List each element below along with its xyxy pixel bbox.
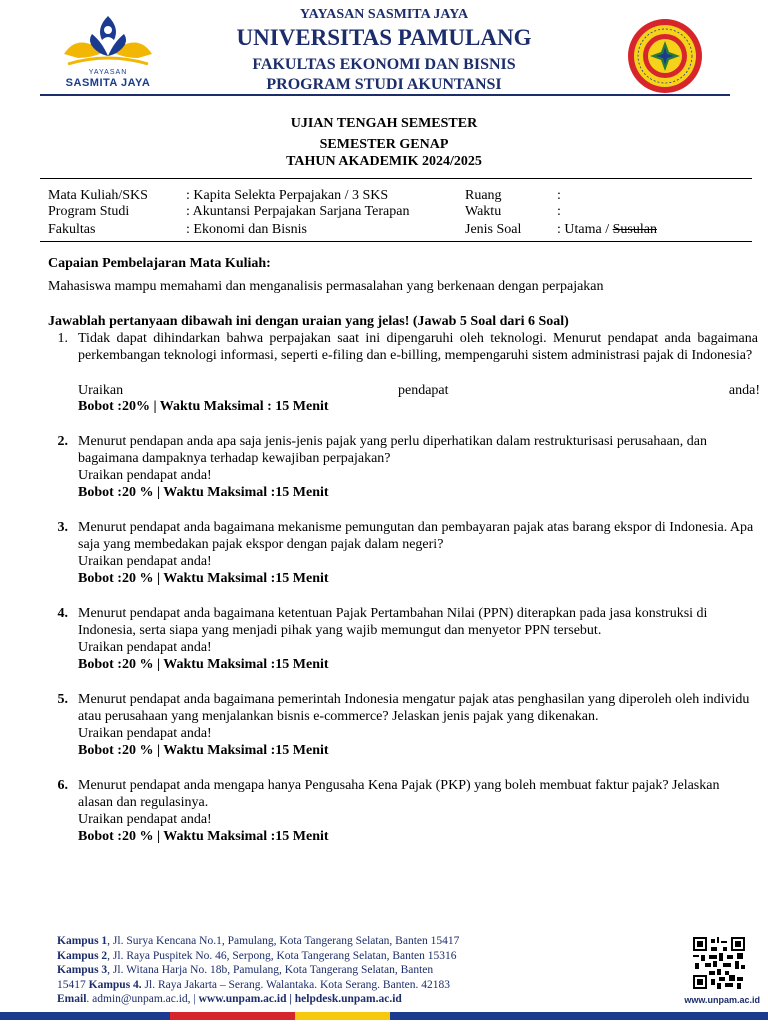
question-3-weight: Bobot :20 % | Waktu Maksimal :15 Menit — [78, 571, 329, 586]
sasmita-jaya-logo — [58, 12, 158, 94]
footer-bar-red — [170, 1012, 295, 1020]
logo-name: SASMITA JAYA — [65, 77, 151, 89]
prompt-word: pendapat — [398, 383, 449, 398]
info-value-course: : Kapita Selekta Perpajakan / 3 SKS — [186, 188, 389, 203]
prompt-word: Uraikan — [78, 383, 124, 398]
footer-address — [57, 934, 512, 1007]
faculty-name: FAKULTAS EKONOMI DAN BISNIS — [252, 56, 516, 73]
info-type-struck: Susulan — [612, 222, 657, 237]
info-label-faculty: Fakultas — [48, 222, 96, 237]
campus-label: Kampus 2 — [57, 949, 108, 962]
instruction: Jawablah pertanyaan dibawah ini dengan uraian yang jelas! (Jawab 5 Soal dari 6 Soal) — [48, 314, 569, 329]
footer-bar-yellow — [295, 1012, 390, 1020]
sasmita-jaya-logo-icon — [58, 12, 158, 70]
question-6-prompt: Uraikan pendapat anda! — [78, 812, 212, 827]
qr-code-icon — [693, 937, 745, 989]
cpmk-heading: Capaian Pembelajaran Mata Kuliah: — [48, 256, 271, 271]
foundation-name: YAYASAN SASMITA JAYA — [299, 7, 469, 22]
question-text: Menurut pendapat anda bagaimana ketentuan Pajak Pertambahan Nilai (PPN) diterapkan pada jasa konstruksi di Indonesia, serta siapa yang menjadi pihak yang wajib memungut dan menyetor PPN tersebut. — [78, 606, 708, 638]
campus-label: Kampus 1 — [57, 935, 108, 947]
footer-campus-3 — [57, 963, 512, 978]
program-name: PROGRAM STUDI AKUNTANSI — [266, 76, 502, 93]
footer-contacts — [57, 992, 512, 1007]
footer-bar-blue-left — [0, 1012, 170, 1020]
info-label-course: Mata Kuliah/SKS — [48, 188, 148, 203]
info-label-type: Jenis Soal — [465, 222, 522, 237]
campus-address: Jl. Raya Jakarta – Serang. Walantaka. Kota Serang. Banten. 42183 — [141, 978, 450, 991]
question-2-prompt: Uraikan pendapat anda! — [78, 468, 212, 483]
question-5-weight: Bobot :20 % | Waktu Maksimal :15 Menit — [78, 743, 329, 758]
info-label-room: Ruang — [465, 188, 502, 203]
campus-address: , Jl. Surya Kencana No.1, Pamulang, Kota Tangerang Selatan, Banten 15417 — [107, 935, 460, 947]
footer-campus-2 — [57, 949, 512, 964]
website-link[interactable]: www.unpam.ac.id — [198, 993, 287, 1005]
exam-year: TAHUN AKADEMIK 2024/2025 — [286, 154, 482, 169]
info-value-room: : — [557, 188, 561, 203]
info-value-faculty: : Ekonomi dan Bisnis — [186, 222, 307, 237]
info-type-main: : Utama / — [557, 222, 613, 237]
question-number: 1. — [57, 331, 68, 346]
info-label-program: Program Studi — [48, 204, 130, 219]
qr-code — [693, 937, 745, 989]
question-number: 4. — [57, 606, 68, 621]
cpmk-text: Mahasiswa mampu memahami dan menganalisis permasalahan yang berkenaan dengan perpajakan — [48, 279, 604, 294]
helpdesk-link[interactable]: helpdesk.unpam.ac.id — [294, 993, 402, 1005]
info-value-program: : Akuntansi Perpajakan Sarjana Terapan — [186, 204, 410, 219]
unpam-seal-icon — [626, 17, 704, 95]
question-text: Tidak dapat dihindarkan bahwa perpajakan saat ini dipengaruhi oleh teknologi. Menurut pendapat anda bagaimana perkembangan teknologi informasi, seperti e-filing dan e-billing, mempengaruhi sistem administrasi pajak di Indonesia? — [78, 331, 758, 363]
qr-caption: www.unpam.ac.id — [684, 995, 760, 1005]
question-number: 5. — [57, 692, 68, 707]
campus-address: , Jl. Raya Puspitek No. 46, Serpong, Kota Tangerang Selatan, Banten 15316 — [107, 949, 457, 962]
footer-campus-1 — [57, 934, 512, 949]
info-value-type — [557, 221, 657, 238]
question-text: Menurut pendapat anda mengapa hanya Pengusaha Kena Pajak (PKP) yang boleh membuat faktur pajak? Jelaskan alasan dan regulasinya. — [78, 778, 720, 810]
question-2-weight: Bobot :20 % | Waktu Maksimal :15 Menit — [78, 485, 329, 500]
question-text: Menurut pendapan anda apa saja jenis-jenis pajak yang perlu diperhatikan dalam restrukturisasi perusahaan, dan bagaimana dampaknya terhadap kewajiban perpajakan? — [78, 434, 707, 466]
info-value-time: : — [557, 204, 561, 219]
footer-bar-blue-right — [390, 1012, 768, 1020]
question-1-weight: Bobot :20% | Waktu Maksimal : 15 Menit — [78, 399, 329, 414]
info-label-time: Waktu — [465, 204, 502, 219]
footer-campus-4 — [57, 978, 512, 993]
question-1-prompt — [78, 382, 760, 399]
email-label: Email — [57, 993, 87, 1005]
logo-small-text: YAYASAN — [88, 69, 128, 76]
unpam-seal — [626, 17, 704, 95]
exam-title: UJIAN TENGAH SEMESTER — [290, 116, 478, 131]
link-separator: | — [286, 993, 295, 1005]
campus-address: , Jl. Witana Harja No. 18b, Pamulang, Kota Tangerang Selatan, Banten — [107, 964, 434, 976]
question-5-prompt: Uraikan pendapat anda! — [78, 726, 212, 741]
question-3-prompt: Uraikan pendapat anda! — [78, 554, 212, 569]
email-text: . admin@unpam.ac.id, | — [86, 993, 199, 1005]
campus-address-cont: 15417 — [57, 978, 89, 991]
question-6-weight: Bobot :20 % | Waktu Maksimal :15 Menit — [78, 829, 329, 844]
question-4-prompt: Uraikan pendapat anda! — [78, 640, 212, 655]
question-text: Menurut pendapat anda bagaimana mekanisme pemungutan dan pembayaran pajak atas barang ekspor di Indonesia. Apa saja yang membedakan pajak ekspor dengan pajak dalam negeri? — [78, 520, 754, 552]
info-bottom-rule — [40, 241, 752, 242]
university-name: UNIVERSITAS PAMULANG — [236, 25, 532, 50]
campus-label: Kampus 3 — [57, 964, 108, 976]
question-number: 6. — [57, 778, 68, 793]
info-top-rule — [40, 178, 752, 179]
question-number: 3. — [57, 520, 68, 535]
exam-semester: SEMESTER GENAP — [319, 137, 449, 152]
question-4-weight: Bobot :20 % | Waktu Maksimal :15 Menit — [78, 657, 329, 672]
question-text: Menurut pendapat anda bagaimana pemerintah Indonesia mengatur pajak atas penghasilan yang diperoleh oleh individu atau perusahaan yang menjalankan bisnis e-commerce? Jelaskan jenis pajak yang dikenakan. — [78, 692, 750, 724]
prompt-word: anda! — [728, 383, 760, 398]
campus-label: Kampus 4. — [88, 978, 142, 991]
question-number: 2. — [57, 434, 68, 449]
